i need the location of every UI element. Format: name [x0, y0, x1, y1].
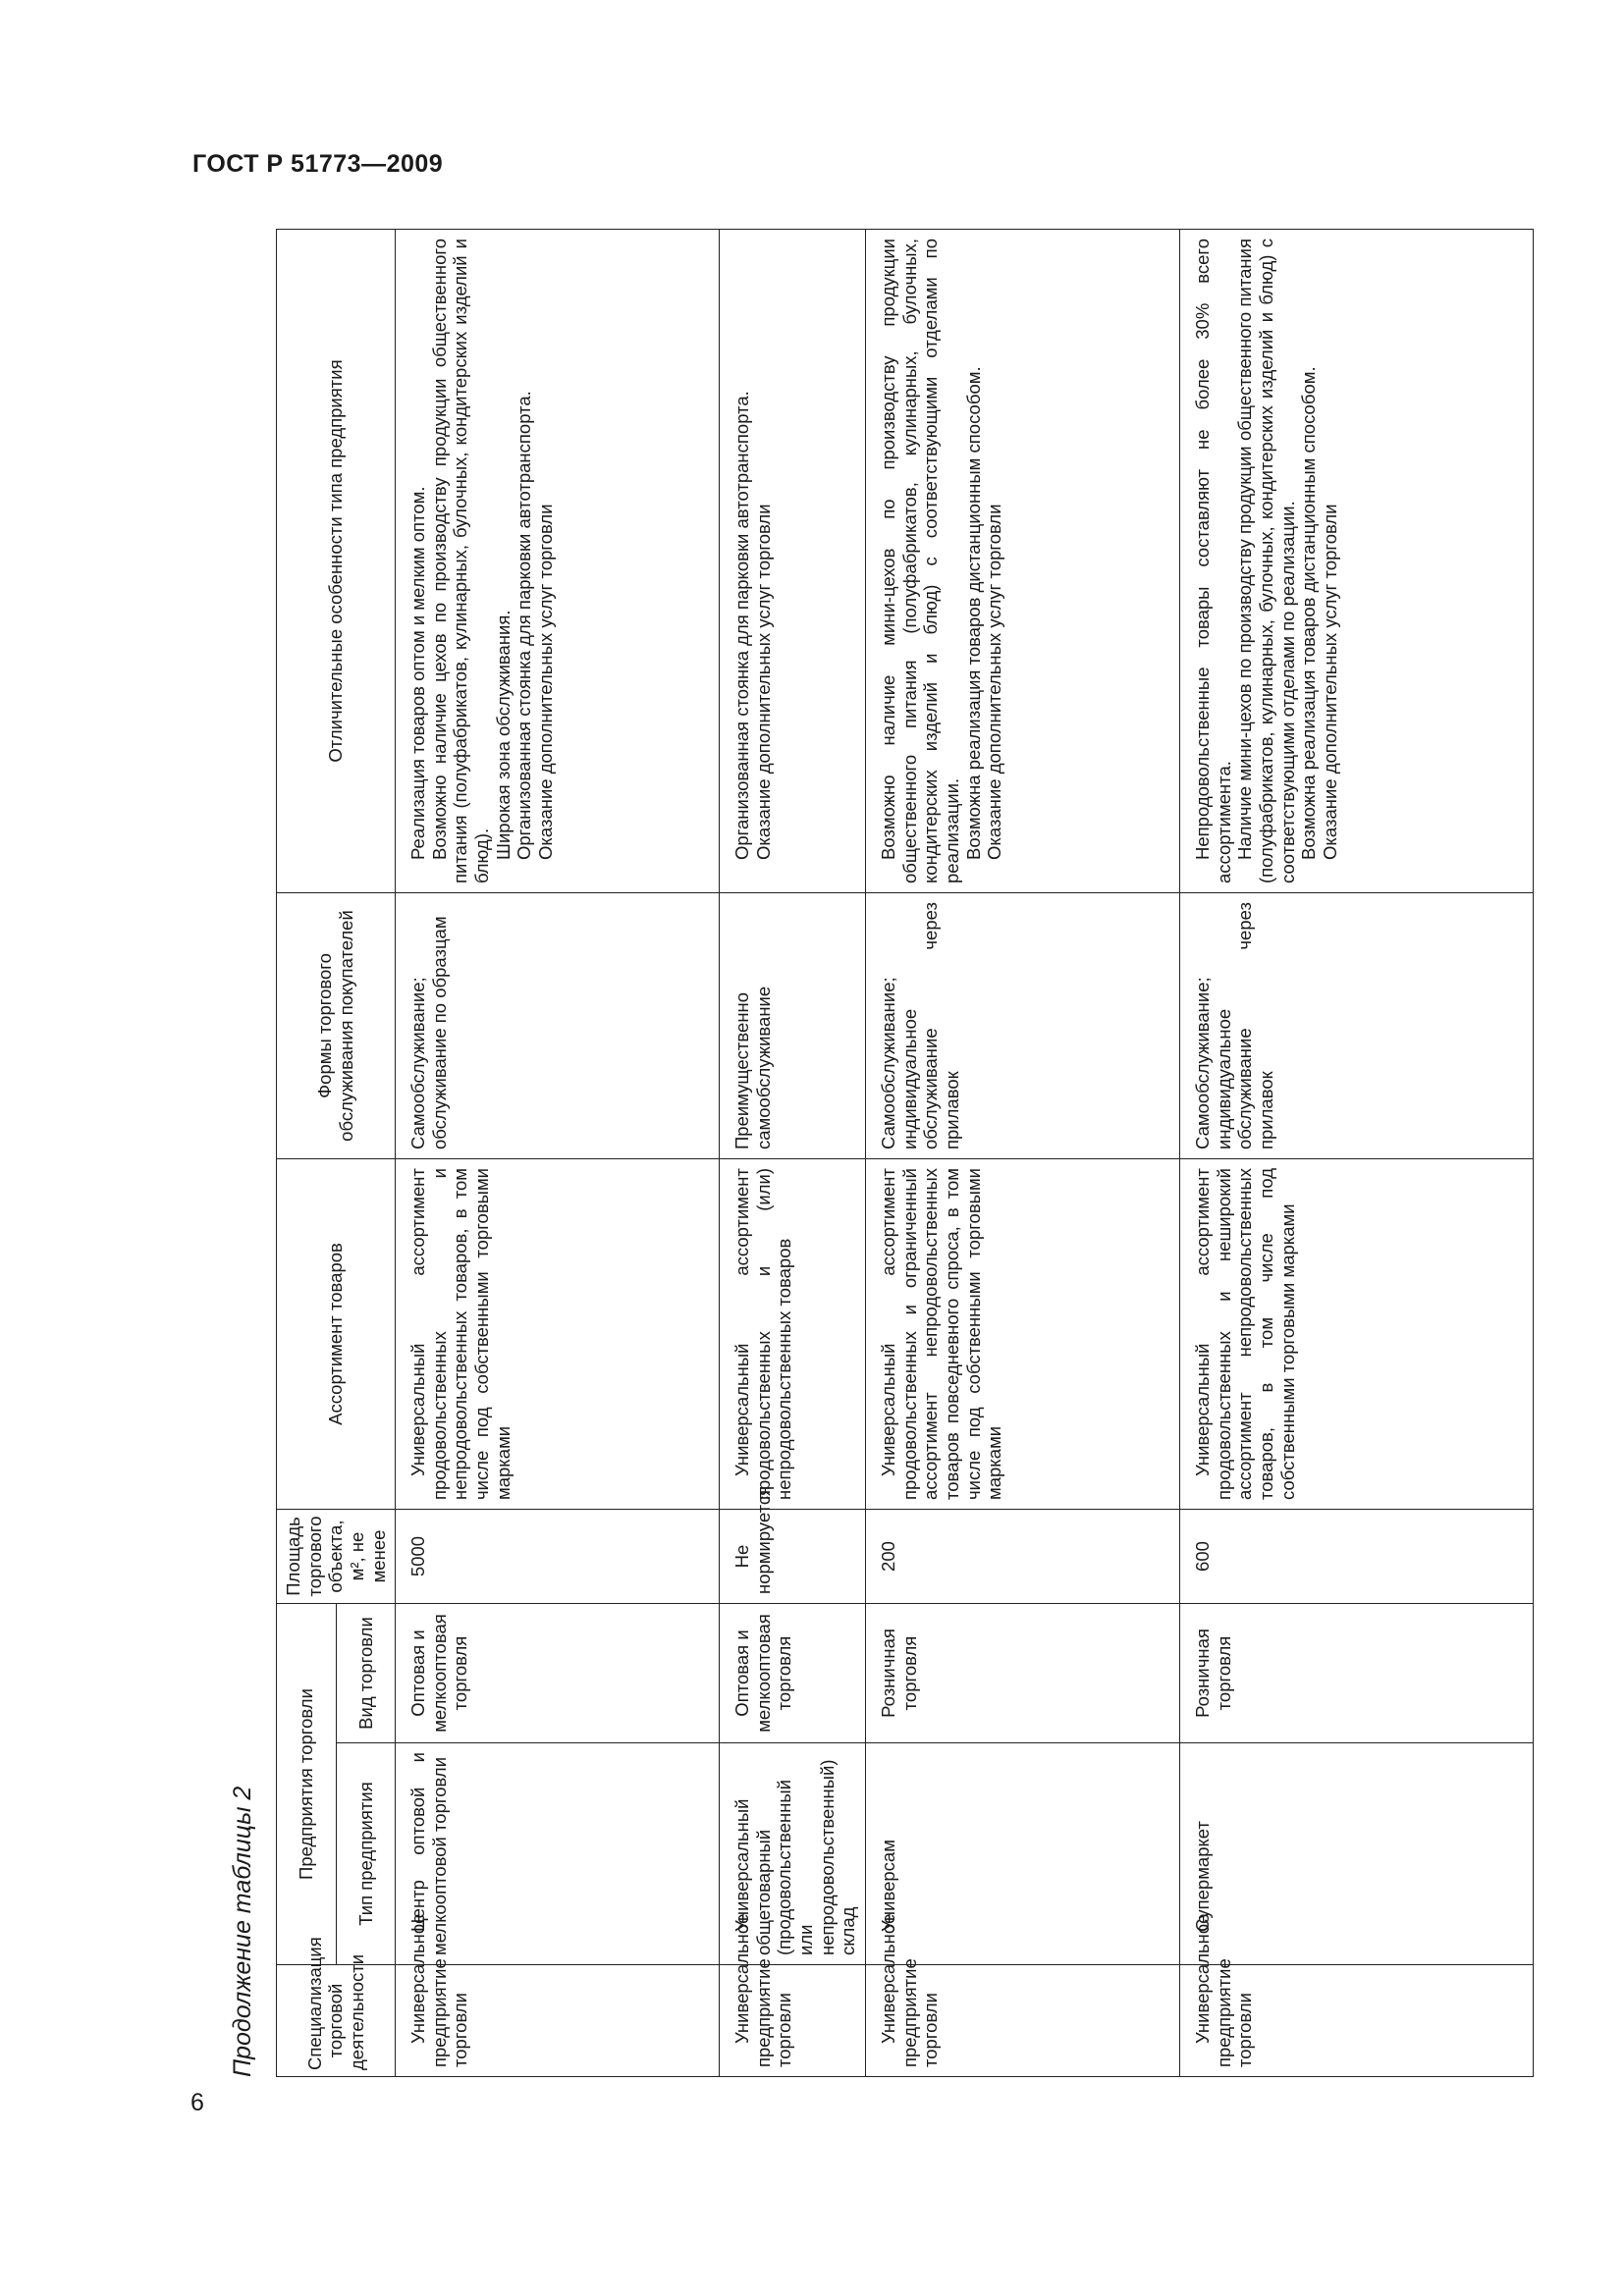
table-caption: Продолжение таблицы 2	[229, 1786, 256, 2077]
feature-line: Оказание дополнительных услуг торговли	[752, 504, 774, 860]
feature-line: Возможна реализация товаров дистанционным способом.	[962, 366, 984, 860]
header-kind: Вид торговли	[336, 1604, 396, 1743]
feature-line: Оказание дополнительных услуг торговли	[984, 504, 1005, 860]
header-type: Тип предприятия	[336, 1743, 396, 1965]
cell-service-forms: Самообслуживание; индивидуальное обслуживание через прилавок	[866, 893, 1180, 1159]
page-number: 6	[190, 2089, 204, 2116]
feature-line: Оказание дополнительных услуг торговли	[535, 504, 557, 860]
feature-line: Организованная стоянка для парковки автотранспорта.	[514, 391, 535, 860]
feature-line: Возможна реализация товаров дистанционным способом.	[1298, 366, 1320, 860]
cell-service-forms: Самообслуживание; индивидуальное обслуживание через прилавок	[1180, 893, 1534, 1159]
header-assortment: Ассортимент товаров	[277, 1159, 396, 1510]
cell-specialization: Универсальное предприятие торговли	[1180, 1965, 1534, 2077]
rotated-table-region	[229, 183, 1544, 2077]
cell-area: 600	[1180, 1510, 1534, 1604]
cell-assortment: Универсальный ассортимент продовольственных и непродовольственных товаров, в том числе под собственными торговыми марками	[396, 1159, 720, 1510]
cell-type: Супермаркет	[1180, 1743, 1534, 1965]
feature-line: Возможно наличие цехов по производству продукции общественного питания (полуфабрикатов, кулинарных, булочных, кондитерских изделий и блюд).	[428, 239, 493, 883]
header-group: Предприятия торговли	[277, 1604, 337, 1965]
cell-area: Не нормируется	[720, 1510, 866, 1604]
header-specialization: Специализация торговой деятельности	[277, 1965, 396, 2077]
cell-type: Центр оптовой и мелкооптовой торговли	[396, 1743, 720, 1965]
table-row	[1180, 230, 1534, 2077]
cell-service-forms: Преимущественно самообслуживание	[720, 893, 866, 1159]
cell-assortment: Универсальный ассортимент продовольственных и (или) непродовольственных товаров	[720, 1159, 866, 1510]
cell-area: 5000	[396, 1510, 720, 1604]
cell-specialization: Универсальное предприятие торговли	[396, 1965, 720, 2077]
cell-features	[1180, 230, 1534, 893]
cell-kind: Оптовая и мелкооптовая торговля	[396, 1604, 720, 1743]
feature-line: Оказание дополнительных услуг торговли	[1319, 504, 1340, 860]
cell-features	[396, 230, 720, 893]
cell-specialization: Универсальное предприятие торговли	[866, 1965, 1180, 2077]
document-header: ГОСТ Р 51773—2009	[192, 150, 444, 178]
cell-kind: Розничная торговля	[866, 1604, 1180, 1743]
feature-line: Возможно наличие мини-цехов по производству продукции общественного питания (полуфабрикатов, кулинарных, булочных, кондитерских изделий и блюд) с соответствующими отделами по реализации.	[878, 239, 962, 883]
feature-line: Реализация товаров оптом и мелким оптом.	[407, 486, 429, 860]
cell-type: Универсам	[866, 1743, 1180, 1965]
cell-type: Универсальный общетоварный (продовольственный или непродовольственный) склад	[720, 1743, 866, 1965]
header-area: Площадь торгового объекта, м², не менее	[277, 1510, 396, 1604]
table-row	[720, 230, 866, 2077]
feature-line: Непродовольственные товары составляют не более 30% всего ассортимента.	[1192, 239, 1234, 883]
cell-service-forms: Самообслуживание; обслуживание по образцам	[396, 893, 720, 1159]
feature-line: Широкая зона обслуживания.	[492, 610, 514, 860]
table-row	[866, 230, 1180, 2077]
cell-features	[720, 230, 866, 893]
header-features: Отличительные особенности типа предприятия	[277, 230, 396, 893]
enterprise-types-table	[276, 229, 1534, 2077]
cell-specialization: Универсальное предприятие торговли	[720, 1965, 866, 2077]
cell-features	[866, 230, 1180, 893]
header-row-top	[277, 230, 337, 2077]
cell-area: 200	[866, 1510, 1180, 1604]
cell-kind: Оптовая и мелкооптовая торговля	[720, 1604, 866, 1743]
cell-assortment: Универсальный ассортимент продовольственных и ограниченный ассортимент непродовольственных товаров повседневного спроса, в том числе под собственными торговыми марками	[866, 1159, 1180, 1510]
cell-assortment: Универсальный ассортимент продовольственных и неширокий ассортимент непродовольственных товаров, в том числе под собственными торговыми марками	[1180, 1159, 1534, 1510]
header-service-forms: Формы торгового обслуживания покупателей	[277, 893, 396, 1159]
feature-line: Организованная стоянка для парковки автотранспорта.	[731, 391, 753, 860]
table-row	[396, 230, 720, 2077]
cell-kind: Розничная торговля	[1180, 1604, 1534, 1743]
feature-line: Наличие мини-цехов по производству продукции общественного питания (полуфабрикатов, кулинарных, булочных, кондитерских изделий и блюд) с соответствующими отделами по реализации.	[1234, 239, 1298, 883]
